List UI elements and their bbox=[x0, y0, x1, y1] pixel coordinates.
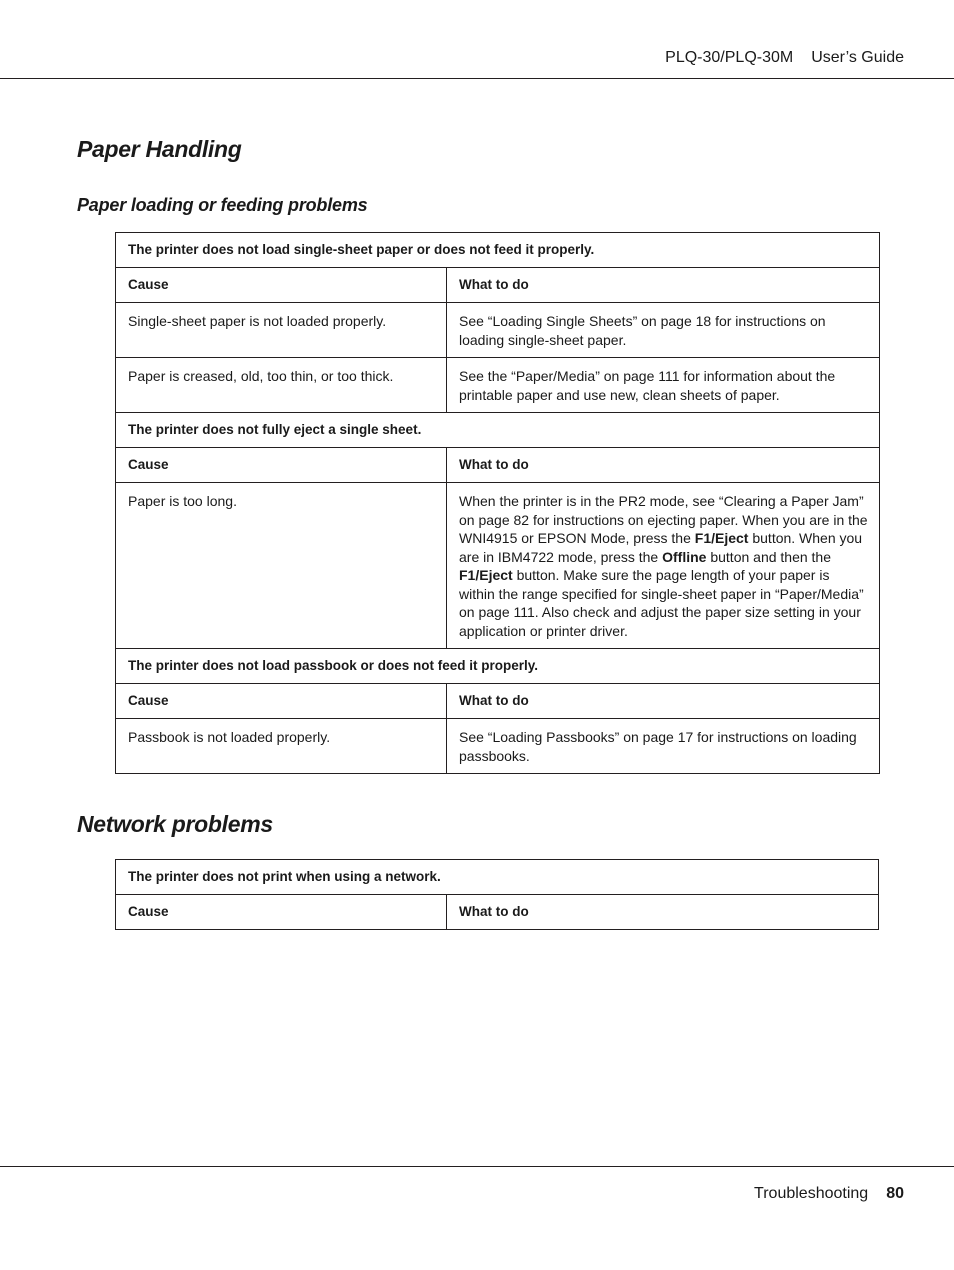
group-title: The printer does not print when using a network. bbox=[116, 860, 879, 895]
table-column-header bbox=[116, 684, 880, 719]
table-group-header bbox=[116, 413, 880, 448]
table-column-header bbox=[116, 268, 880, 303]
page-footer bbox=[754, 1185, 904, 1203]
table-column-header bbox=[116, 895, 879, 930]
table-group-header bbox=[116, 649, 880, 684]
group-title: The printer does not fully eject a single sheet. bbox=[116, 413, 880, 448]
section-title-paper-handling: Paper Handling bbox=[77, 136, 242, 162]
what-text: button and then the bbox=[706, 548, 832, 565]
subsection-title-paper-loading: Paper loading or feeding problems bbox=[77, 195, 368, 215]
what-to-do-cell: See “Loading Passbooks” on page 17 for instructions on loading passbooks. bbox=[447, 719, 880, 774]
what-to-do-cell: See “Loading Single Sheets” on page 18 for instructions on loading single-sheet paper. bbox=[447, 303, 880, 358]
paper-problems-table bbox=[115, 232, 880, 774]
table-row bbox=[116, 358, 880, 413]
footer-divider bbox=[0, 1166, 954, 1167]
table-row bbox=[116, 483, 880, 649]
what-to-do-cell bbox=[447, 483, 880, 649]
what-text: button. When you are in IBM4722 mode, press the bbox=[459, 530, 863, 565]
what-to-do-cell: See the “Paper/Media” on page 111 for information about the printable paper and use new, clean sheets of paper. bbox=[447, 358, 880, 413]
header-guide: User’s Guide bbox=[811, 49, 904, 66]
page-number: 80 bbox=[886, 1185, 904, 1202]
what-text: When the printer is in the PR2 mode, see “Clearing a Paper Jam” on page 82 for instructions on ejecting paper. When you are in the WNI4915 or EPSON Mode, press the bbox=[459, 493, 868, 546]
network-problems-table bbox=[115, 859, 879, 930]
column-header-cause: Cause bbox=[116, 684, 447, 719]
column-header-what-to-do: What to do bbox=[447, 268, 880, 303]
column-header-what-to-do: What to do bbox=[447, 448, 880, 483]
header-product: PLQ-30/PLQ-30M bbox=[665, 49, 794, 66]
table-row bbox=[116, 303, 880, 358]
table-row bbox=[116, 719, 880, 774]
page-header bbox=[665, 49, 904, 67]
column-header-what-to-do: What to do bbox=[447, 684, 880, 719]
cause-cell: Paper is too long. bbox=[116, 483, 447, 649]
column-header-cause: Cause bbox=[116, 448, 447, 483]
header-divider bbox=[0, 78, 954, 79]
cause-cell: Passbook is not loaded properly. bbox=[116, 719, 447, 774]
column-header-cause: Cause bbox=[116, 268, 447, 303]
column-header-cause: Cause bbox=[116, 895, 447, 930]
what-text: button. Make sure the page length of your paper is within the range specified for single-sheet paper in “Paper/Media” on page 111. Also check and adjust the paper size setting in your application or printer driver. bbox=[459, 567, 864, 639]
cause-cell: Paper is creased, old, too thin, or too thick. bbox=[116, 358, 447, 413]
table-group-header bbox=[116, 233, 880, 268]
table-column-header bbox=[116, 448, 880, 483]
button-name-f1-eject: F1/Eject bbox=[694, 530, 749, 546]
section-title-network-problems: Network problems bbox=[77, 811, 273, 837]
button-name-offline: Offline bbox=[662, 548, 707, 565]
group-title: The printer does not load single-sheet paper or does not feed it properly. bbox=[116, 233, 880, 268]
group-title: The printer does not load passbook or does not feed it properly. bbox=[116, 649, 880, 684]
table-group-header bbox=[116, 860, 879, 895]
footer-section: Troubleshooting bbox=[754, 1185, 869, 1202]
button-name-f1-eject: F1/Eject bbox=[459, 567, 513, 583]
column-header-what-to-do: What to do bbox=[447, 895, 879, 930]
cause-cell: Single-sheet paper is not loaded properly. bbox=[116, 303, 447, 358]
